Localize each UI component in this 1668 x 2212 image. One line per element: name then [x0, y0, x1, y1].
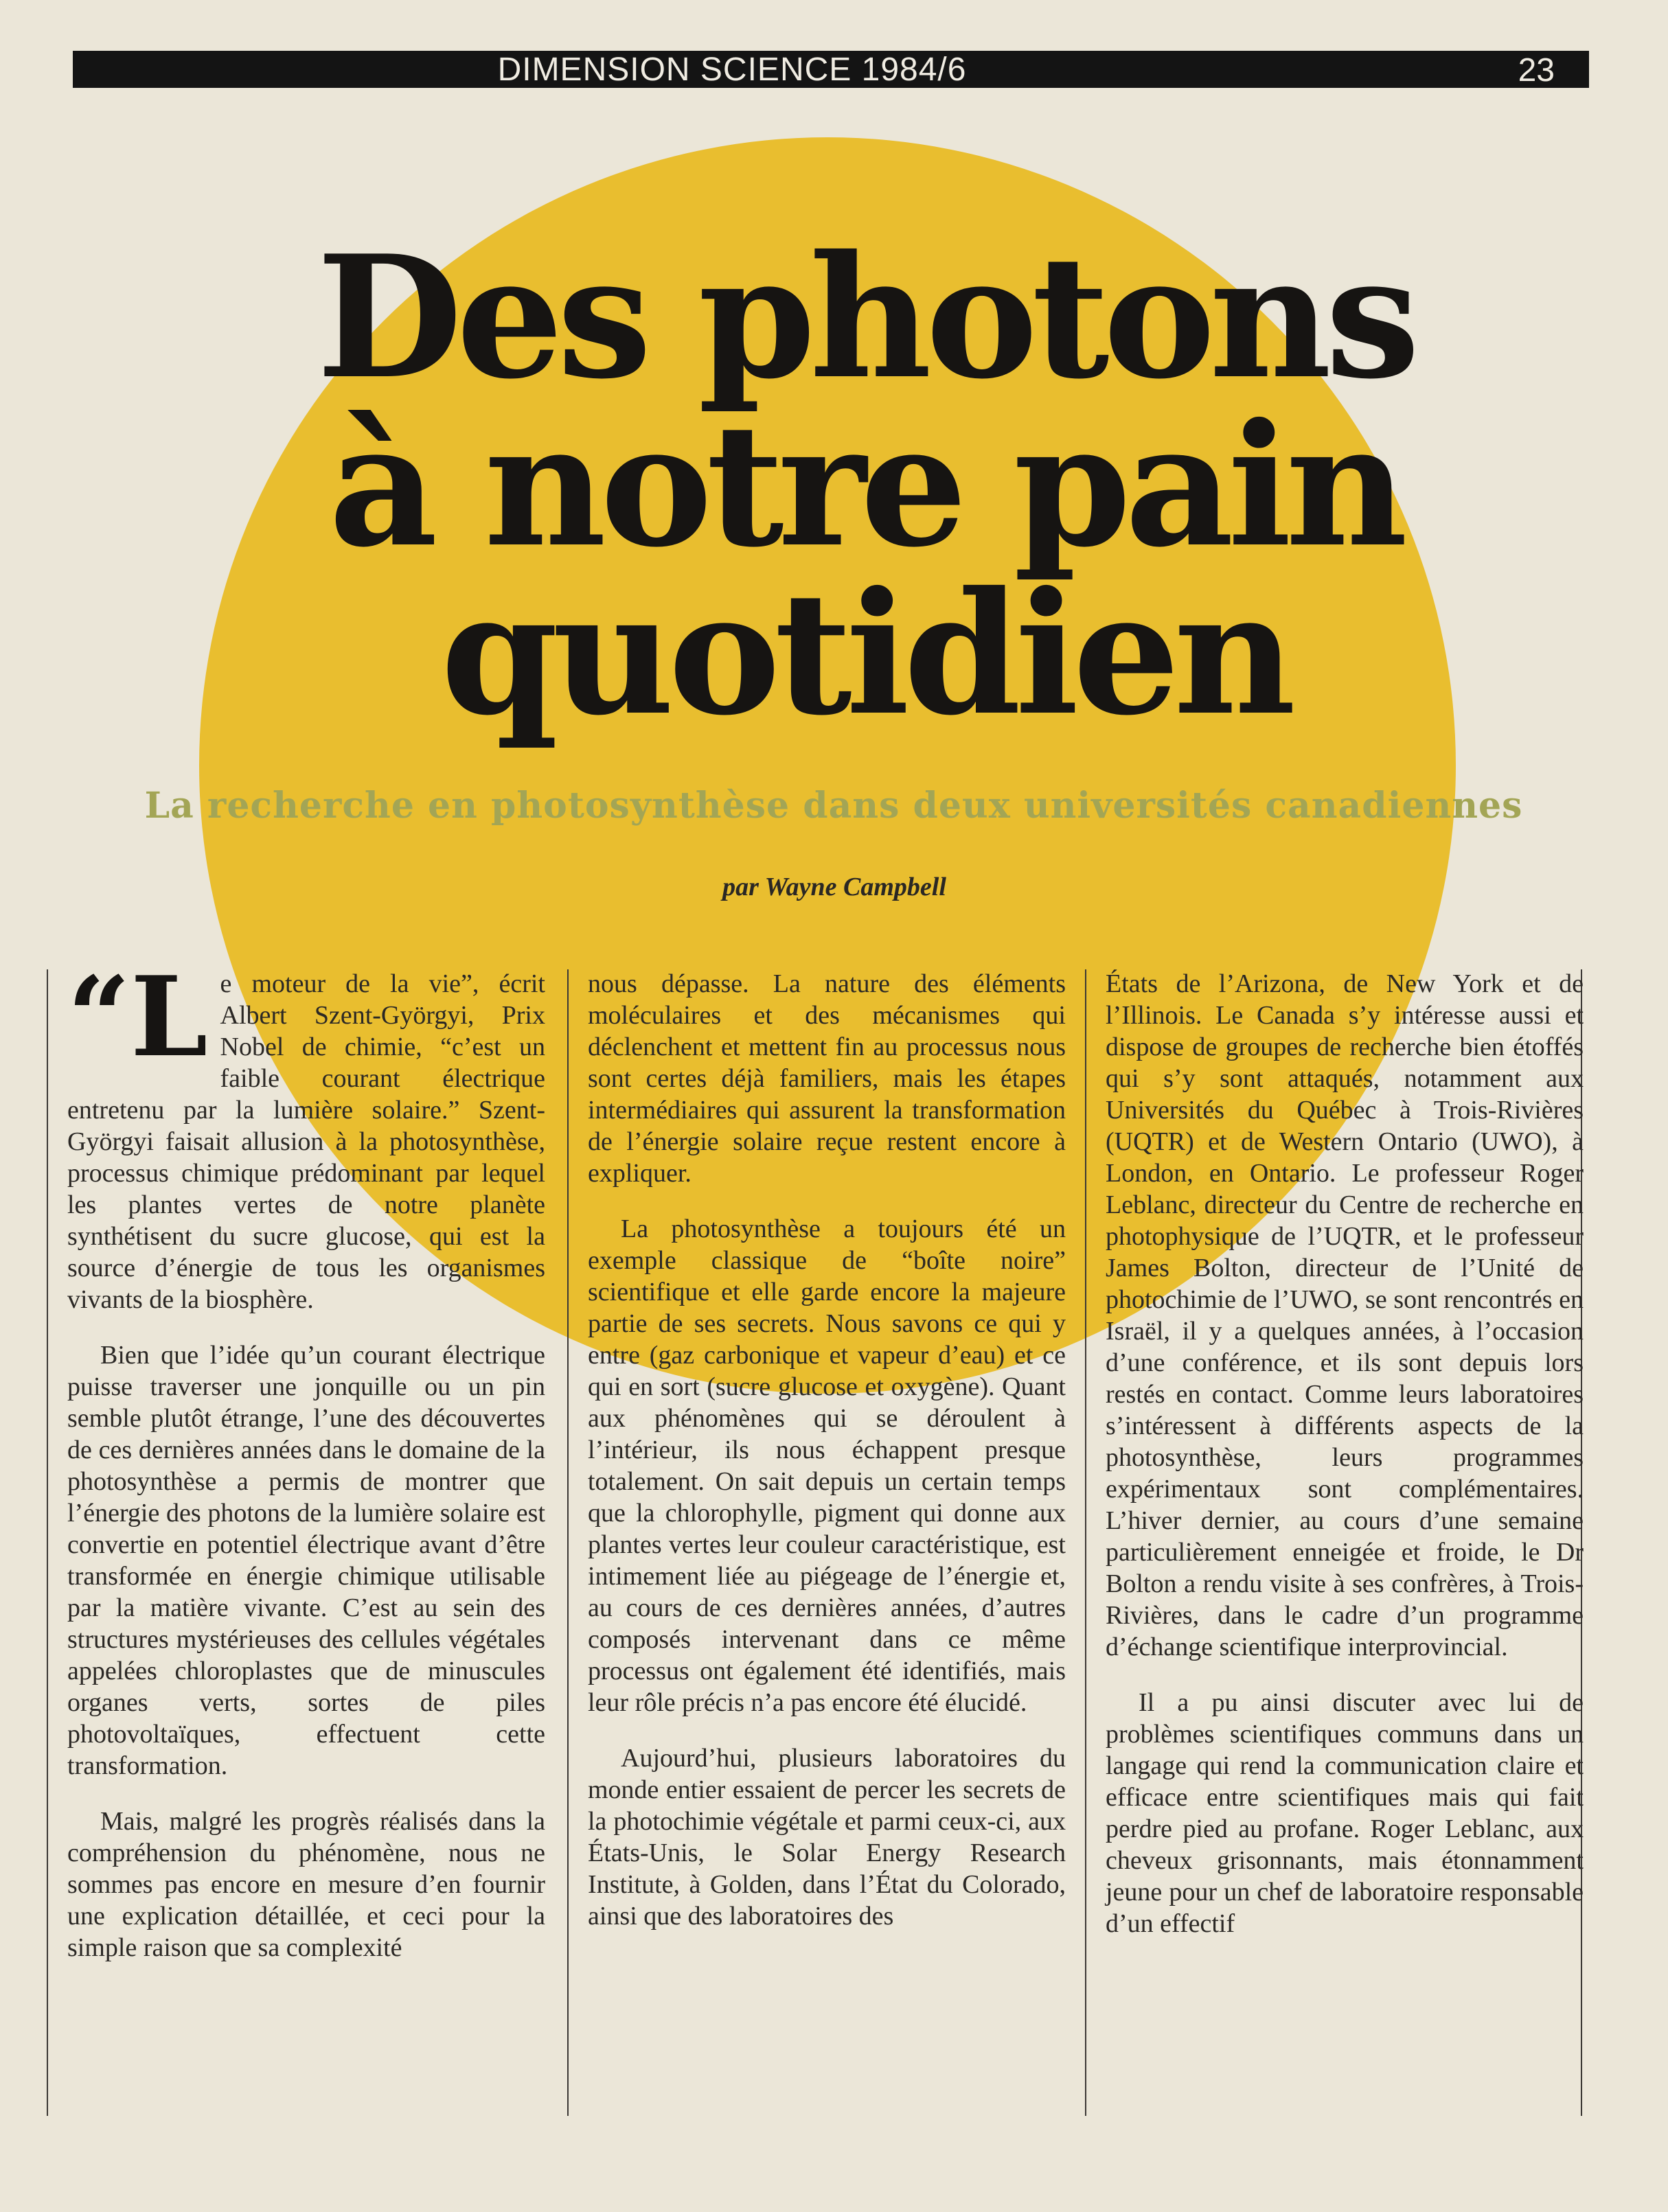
magazine-issue-title: DIMENSION SCIENCE 1984/6 [497, 51, 967, 88]
paragraph: Mais, malgré les progrès réalisés dans la compréhension du phénomène, nous ne sommes pas encore en mesure d’en fournir une explication détaillée, et ceci pour la simple raison que sa complexité [67, 1807, 545, 1962]
article-subtitle: La recherche en photosynthèse dans deux universités canadiennes [144, 785, 1523, 827]
title-line-3: quotidien [440, 555, 1290, 752]
article-column-3 [1106, 968, 1584, 1963]
drop-cap: “L [67, 952, 208, 1081]
article-column-1 [67, 952, 545, 1988]
paragraph: La photosynthèse a toujours été un exemple classique de “boîte noire” scientifique et elle garde encore la majeure partie de ses secrets. Nous savons ce qui y entre (gaz carbonique et vapeur d’eau) et ce qui en sort (sucre glucose et oxygène). Quant aux phénomènes qui se déroulent à l’intérieur, ils nous échappent presque totalement. On sait depuis un certain temps que la chlorophylle, pigment qui donne aux plantes vertes leur couleur caractéristique, est intimement liée au piégeage de l’énergie et, au cours de ces dernières années, d’autres composés intervenant dans ce même processus ont également été identifiés, mais leur rôle précis n’a pas encore été élucidé. [588, 1214, 1066, 1717]
article-title [247, 218, 1483, 752]
paragraph: Aujourd’hui, plusieurs laboratoires du monde entier essaient de percer les secrets de la photochimie végétale et parmi ceux-ci, aux États-Unis, le Solar Energy Research Institute, à Golden, dans l’État du Colorado, ainsi que des laboratoires des [588, 1744, 1066, 1931]
column-rule-left [47, 969, 48, 2116]
paragraph: nous dépasse. La nature des éléments moléculaires et des mécanismes qui déclenchent et mettent fin au processus nous sont certes déjà familiers, mais les étapes intermédiaires qui assurent la transformation de l’énergie solaire reçue restent encore à expliquer. [588, 969, 1066, 1188]
paragraph [67, 952, 545, 1315]
page-number: 23 [1518, 52, 1555, 89]
article-column-2 [588, 968, 1066, 1956]
title-line-1: Des photons [316, 218, 1415, 416]
title-line-2: à notre pain [328, 387, 1402, 584]
paragraph-text: e moteur de la vie”, écrit Albert Szent-Györgyi, Prix Nobel de chimie, “c’est un faible courant électrique entretenu par la lumière solaire.” Szent-Györgyi faisait allusion à la photosynthèse, processus chimique prédominant par lequel les plantes vertes de notre planète synthétisent du sucre glucose, qui est la source d’énergie de tous les organismes vivants de la biosphère. [67, 969, 545, 1314]
paragraph: États de l’Arizona, de New York et de l’Illinois. Le Canada s’y intéresse aussi et dispose de groupes de recherche bien étoffés qui s’y sont attaqués, notamment aux Universités du Québec à Trois-Rivières (UQTR) et de Western Ontario (UWO), à London, en Ontario. Le professeur Roger Leblanc, directeur du Centre de recherche en photophysique de l’UQTR, et le professeur James Bolton, directeur de l’Unité de photochimie de l’UWO, se sont rencontrés en Israël, il y a quelques années, à l’occasion d’une conférence, et ils sont depuis lors restés en contact. Comme leurs laboratoires s’intéressent à différents aspects de la photosynthèse, leurs programmes expérimentaux sont complémentaires. L’hiver dernier, au cours d’une semaine particulièrement enneigée et froide, le Dr Bolton a rendu visite à ses confrères, à Trois-Rivières, dans le cadre d’un programme d’échange scientifique interprovincial. [1106, 969, 1584, 1661]
header-bar [73, 51, 1589, 88]
column-rule-1 [567, 969, 569, 2116]
paragraph: Bien que l’idée qu’un courant électrique puisse traverser une jonquille ou un pin semble plutôt étrange, l’une des découvertes de ces dernières années dans le domaine de la photosynthèse a permis de montrer que l’énergie des photons de la lumière solaire est convertie en potentiel électrique avant d’être transformée en énergie chimique utilisable par la matière vivante. C’est au sein des structures mystérieuses des cellules végétales appelées chloroplastes que de minuscules organes verts, sortes de piles photovoltaïques, effectuent cette transformation. [67, 1341, 545, 1780]
paragraph: Il a pu ainsi discuter avec lui de problèmes scientifiques communs dans un langage qui rend la communication claire et efficace entre scientifiques mais qui fait perdre pied au profane. Roger Leblanc, aux cheveux grisonnants, mais étonnamment jeune pour un chef de laboratoire responsable d’un effectif [1106, 1688, 1584, 1938]
column-rule-2 [1085, 969, 1086, 2116]
article-byline: par Wayne Campbell [722, 873, 946, 901]
